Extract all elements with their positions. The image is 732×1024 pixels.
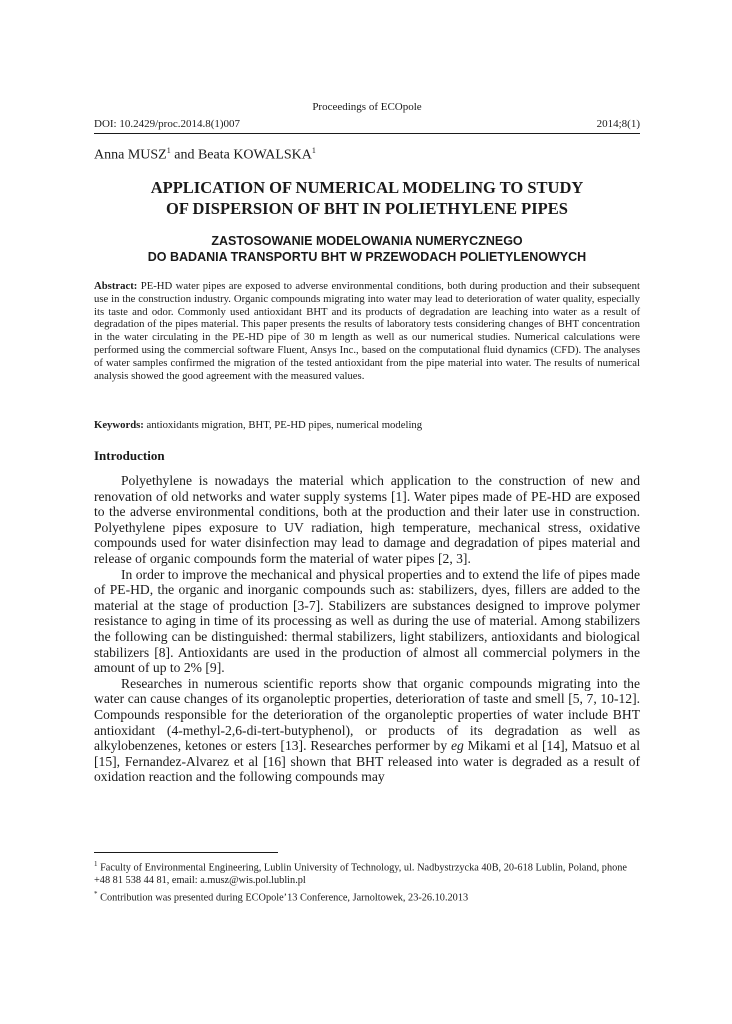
volume-issue: 2014;8(1) — [596, 118, 640, 130]
paragraph: In order to improve the mechanical and physical properties and to extend the life of pipes made of PE-HD, the organic and inorganic compounds such as: stabilizers, dyes, fillers are added to the material at the stage of production [3-7]. Stabilizers are substances designed to improve polymer resistance to aging in time of its processing as well as during the use of material. Among stabilizers the following can be distinguished: thermal stabilizers, light stabilizers, antioxidants and biological stabilizers [8]. Antioxidants are used in the production of almost all commercial polymers in the amount of up to 2% [9]. — [94, 566, 640, 676]
author-connector: and — [170, 147, 198, 163]
paper-title — [94, 177, 640, 219]
footnote-text: Faculty of Environmental Engineering, Lublin University of Technology, ul. Nadbystrzycka 40B, 20-618 Lublin, Poland, phone +48 81 538 44 81, email: a.musz@wis.pol.lublin.pl — [94, 862, 627, 887]
keywords — [94, 419, 640, 431]
doi-line — [94, 118, 640, 134]
abstract — [94, 280, 640, 382]
footnote-mark: * — [94, 889, 98, 898]
author-name: Beata KOWALSKA — [197, 147, 312, 163]
footnote — [94, 888, 640, 905]
paragraph-text: Researches in numerous scientific reports show that organic compounds migrating into the water can cause changes of its organoleptic properties, deterioration of taste and smell [5, 7, 10-12]. Compounds responsible for the deterioration of the organoleptic properties of water include BHT antioxidant (4-methyl-2,6-di-tert-butyphenol), or products of its degradation as well as alkylobenzenes, ketones or esters [13]. Researches performer by — [94, 675, 640, 754]
subtitle-line: DO BADANIA TRANSPORTU BHT W PRZEWODACH POLIETYLENOWYCH — [147, 250, 587, 264]
abstract-label: Abstract: — [94, 280, 138, 292]
abstract-text: PE-HD water pipes are exposed to adverse environmental conditions, both during production and their subsequent use in the construction industry. Organic compounds migrating into water may lead to deterioration of water quality, especially its taste and odor. Commonly used antioxidant BHT and its products of degradation are leaching into water as a result of degradation of the pipes material. This paper presents the results of laboratory tests considering changes of BHT concentration in the water circulating in the PE-HD pipe of 30 m length as well as our numerical studies. Numerical calculations were performed using the commercial software Fluent, Ansys Inc., based on the computational fluid dynamics (CFD). The analyses of water samples confirmed the migration of the tested antioxidant from the pipe material into water. The results of numerical analysis showed the good agreement with the measured values. — [94, 280, 640, 382]
subtitle-line: ZASTOSOWANIE MODELOWANIA NUMERYCZNEGO — [211, 234, 523, 248]
title-line: APPLICATION OF NUMERICAL MODELING TO STUDY — [150, 178, 584, 197]
title-line: OF DISPERSION OF BHT IN POLIETHYLENE PIPES — [166, 199, 568, 218]
running-head: Proceedings of ECOpole — [312, 101, 422, 113]
doi: DOI: 10.2429/proc.2014.8(1)007 — [94, 118, 241, 130]
footnotes — [94, 858, 640, 905]
paragraph — [94, 676, 640, 785]
keywords-label: Keywords: — [94, 419, 144, 431]
introduction-body — [94, 473, 640, 785]
affiliation-mark: 1 — [166, 146, 171, 155]
footnote — [94, 858, 640, 888]
author-name: Anna MUSZ — [94, 147, 167, 163]
affiliation-mark: 1 — [311, 146, 316, 155]
footnote-mark: 1 — [94, 860, 98, 868]
polish-title — [94, 233, 640, 265]
authors — [94, 146, 316, 164]
keywords-text: antioxidants migration, BHT, PE-HD pipes, numerical modeling — [143, 419, 423, 431]
footnote-text: Contribution was presented during ECOpole’13 Conference, Jarnoltowek, 23-26.10.2013 — [97, 892, 469, 904]
paragraph-text: Mikami et al [14], Matsuo et al [15], Fernandez-Alvarez et al [16] shown that BHT released into water is degraded as a result of oxidation reaction and the following compounds may — [94, 738, 640, 785]
paragraph: Polyethylene is nowadays the material which application to the construction of new and renovation of old networks and water supply systems [1]. Water pipes made of PE-HD are exposed to the adverse environmental conditions, both at the production and their later use in construction. Polyethylene pipes exposure to UV radiation, high temperature, mechanical stress, oxidative compounds used for water disinfection may lead to damage and degradation of pipes material and release of organic compounds form the material of water pipes [2, 3]. — [94, 473, 640, 566]
footnote-divider — [94, 852, 278, 853]
italic-text: eg — [451, 738, 464, 754]
section-heading: Introduction — [94, 448, 165, 463]
